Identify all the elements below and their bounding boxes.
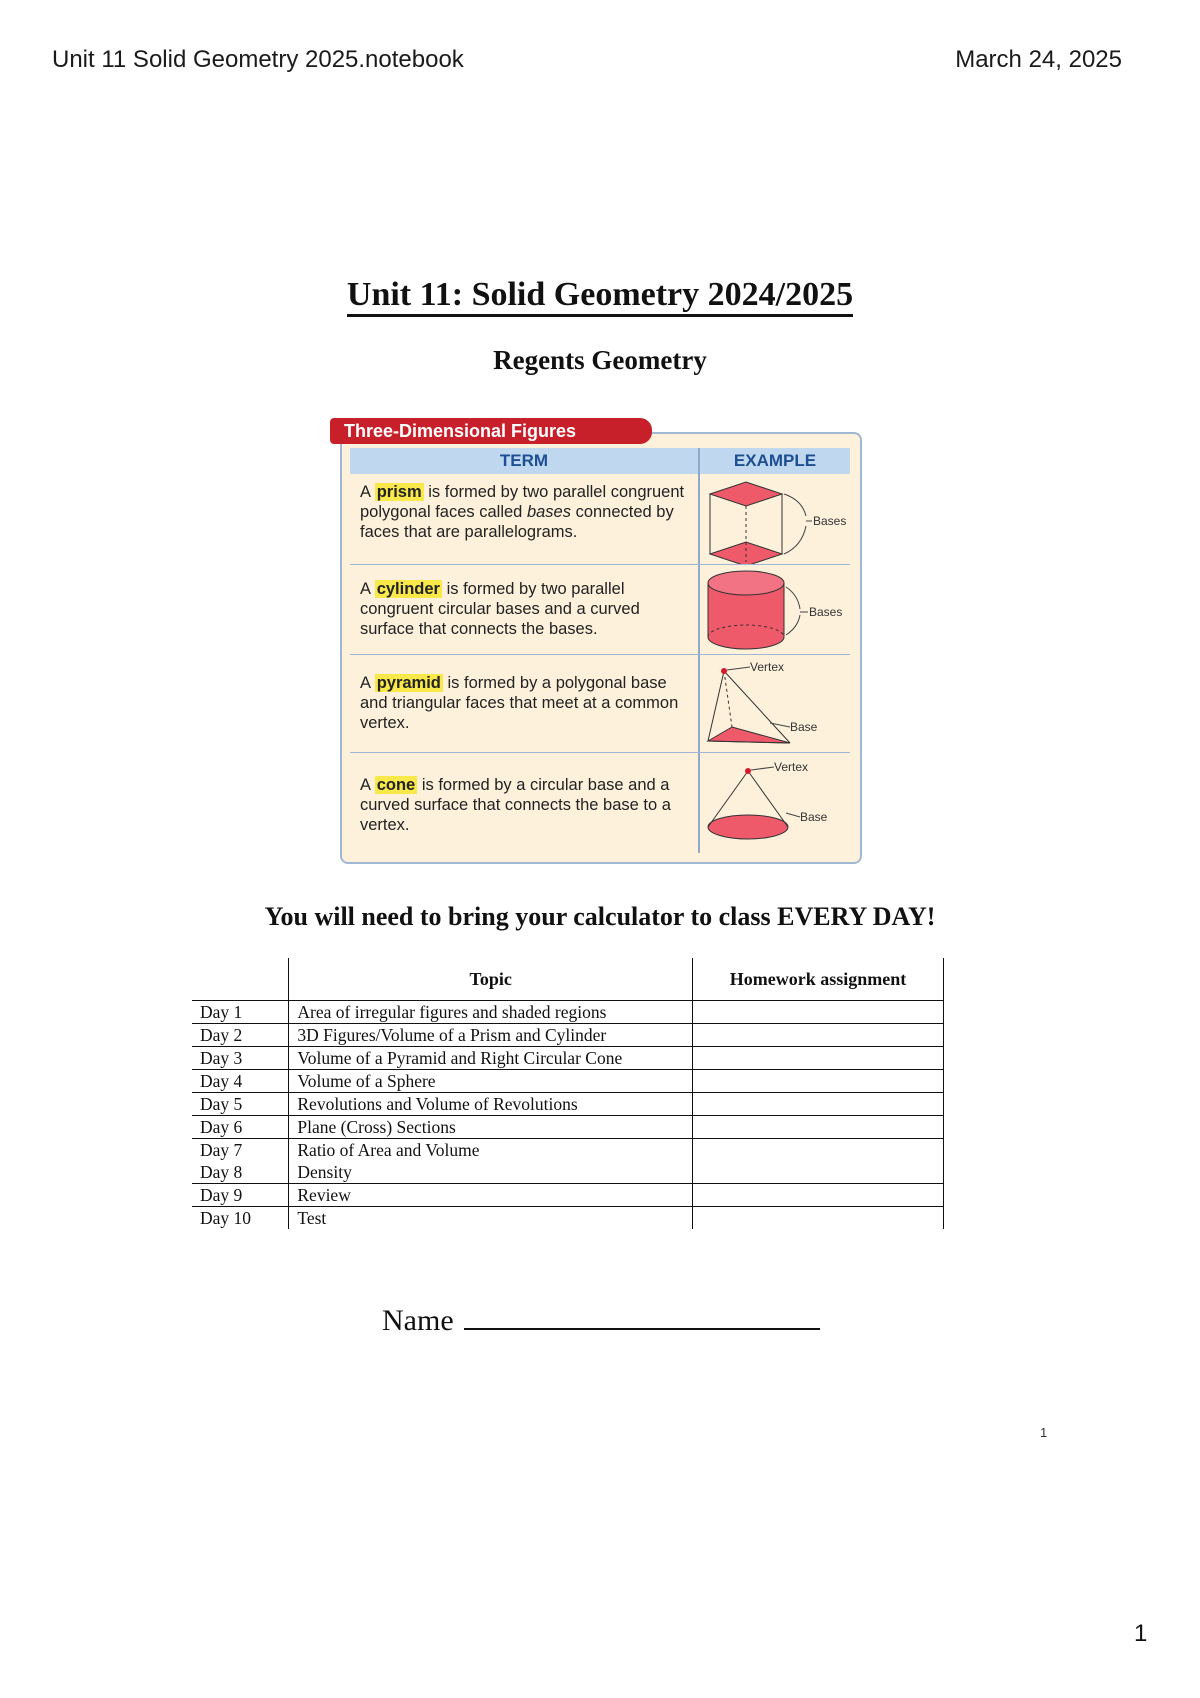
page-title: [0, 276, 1200, 314]
day-cell: Day 6: [192, 1116, 289, 1139]
name-blank[interactable]: [464, 1304, 820, 1330]
cylinder-definition: A cylinder is formed by two parallel congruent circular bases and a curved surface that connects the bases.: [360, 580, 640, 638]
figures-panel: [340, 432, 862, 864]
day-cell: Day 1: [192, 1001, 289, 1024]
table-row: [192, 1093, 944, 1116]
topic-cell: Test: [289, 1207, 693, 1230]
figures-col-example: EXAMPLE: [733, 451, 817, 470]
table-row: [192, 1047, 944, 1070]
topic-cell: Area of irregular figures and shaded regions: [289, 1001, 693, 1024]
table-row: [192, 1207, 944, 1230]
topic-cell: Revolutions and Volume of Revolutions: [289, 1093, 693, 1116]
pyramid-definition: A pyramid is formed by a polygonal base and triangular faces that meet at a common vertex.: [360, 674, 679, 732]
figure-row-pyramid: [350, 654, 850, 753]
topic-cell: 3D Figures/Volume of a Prism and Cylinder: [289, 1024, 693, 1047]
cylinder-bases-label: Bases: [809, 605, 843, 619]
pyramid-term: pyramid: [376, 674, 441, 692]
cylinder-illustration: [702, 565, 850, 655]
name-field[interactable]: [382, 1304, 820, 1338]
schedule-header-topic: Topic: [289, 958, 693, 1001]
homework-cell[interactable]: [692, 1184, 943, 1207]
calculator-note: You will need to bring your calculator to class EVERY DAY!: [264, 902, 936, 931]
cone-base-label: Base: [800, 810, 828, 824]
table-row: [192, 1001, 944, 1024]
table-row: [192, 1184, 944, 1207]
pyramid-illustration: [702, 655, 850, 753]
schedule-header-homework: Homework assignment: [692, 958, 943, 1001]
header-date: March 24, 2025: [955, 46, 1122, 73]
homework-cell[interactable]: [692, 1116, 943, 1139]
cone-term: cone: [376, 776, 416, 794]
homework-cell[interactable]: [692, 1139, 943, 1162]
pyramid-base-label: Base: [790, 720, 818, 734]
cone-vertex-label: Vertex: [774, 760, 809, 774]
day-cell: Day 3: [192, 1047, 289, 1070]
schedule-table: [192, 958, 944, 1229]
table-row: [192, 1116, 944, 1139]
notebook-filename: Unit 11 Solid Geometry 2025.notebook: [52, 46, 464, 73]
cone-definition: A cone is formed by a circular base and a curved surface that connects the base to a vertex.: [360, 776, 671, 834]
figures-banner: Three-Dimensional Figures: [330, 418, 652, 444]
page-subtitle: Regents Geometry: [493, 345, 707, 375]
table-row: [192, 1161, 944, 1184]
day-cell: Day 7: [192, 1139, 289, 1162]
page-number: 1: [1134, 1620, 1148, 1647]
prism-definition: A prism is formed by two parallel congruent polygonal faces called bases connected by faces that are parallelograms.: [360, 483, 685, 541]
day-cell: Day 10: [192, 1207, 289, 1230]
homework-cell[interactable]: [692, 1207, 943, 1230]
prism-illustration: [702, 474, 850, 564]
pyramid-vertex-label: Vertex: [750, 660, 785, 674]
page-title-text: Unit 11: Solid Geometry 2024/2025: [347, 276, 853, 317]
homework-cell[interactable]: [692, 1047, 943, 1070]
table-row: [192, 1024, 944, 1047]
homework-cell[interactable]: [692, 1093, 943, 1116]
cylinder-term: cylinder: [376, 580, 440, 598]
day-cell: Day 2: [192, 1024, 289, 1047]
schedule-header-row: [192, 958, 944, 1001]
topic-cell: Review: [289, 1184, 693, 1207]
table-row: [192, 1070, 944, 1093]
homework-cell[interactable]: [692, 1070, 943, 1093]
topic-cell: Density: [289, 1161, 693, 1184]
inner-page-number: 1: [1040, 1425, 1048, 1440]
name-label: Name: [382, 1304, 454, 1337]
homework-cell[interactable]: [692, 1024, 943, 1047]
topic-cell: Volume of a Pyramid and Right Circular Cone: [289, 1047, 693, 1070]
table-row: [192, 1139, 944, 1162]
day-cell: Day 8: [200, 1162, 243, 1182]
prism-bases-label: Bases: [813, 514, 847, 528]
topic-cell: Ratio of Area and Volume: [289, 1139, 693, 1162]
figure-row-cylinder: [350, 564, 850, 655]
cone-illustration: [702, 753, 850, 853]
day-cell: Day 9: [192, 1184, 289, 1207]
homework-cell[interactable]: [692, 1001, 943, 1024]
figures-header-row: [350, 448, 850, 474]
day-cell: Day 4: [192, 1070, 289, 1093]
prism-term: prism: [376, 483, 422, 501]
topic-cell: Plane (Cross) Sections: [289, 1116, 693, 1139]
figure-row-cone: [350, 752, 850, 853]
figures-col-term: TERM: [350, 448, 700, 474]
homework-cell[interactable]: [692, 1161, 943, 1184]
day-cell: Day 5: [192, 1093, 289, 1116]
figure-row-prism: [350, 474, 850, 564]
schedule-header-day: [192, 958, 289, 1001]
topic-cell: Volume of a Sphere: [289, 1070, 693, 1093]
